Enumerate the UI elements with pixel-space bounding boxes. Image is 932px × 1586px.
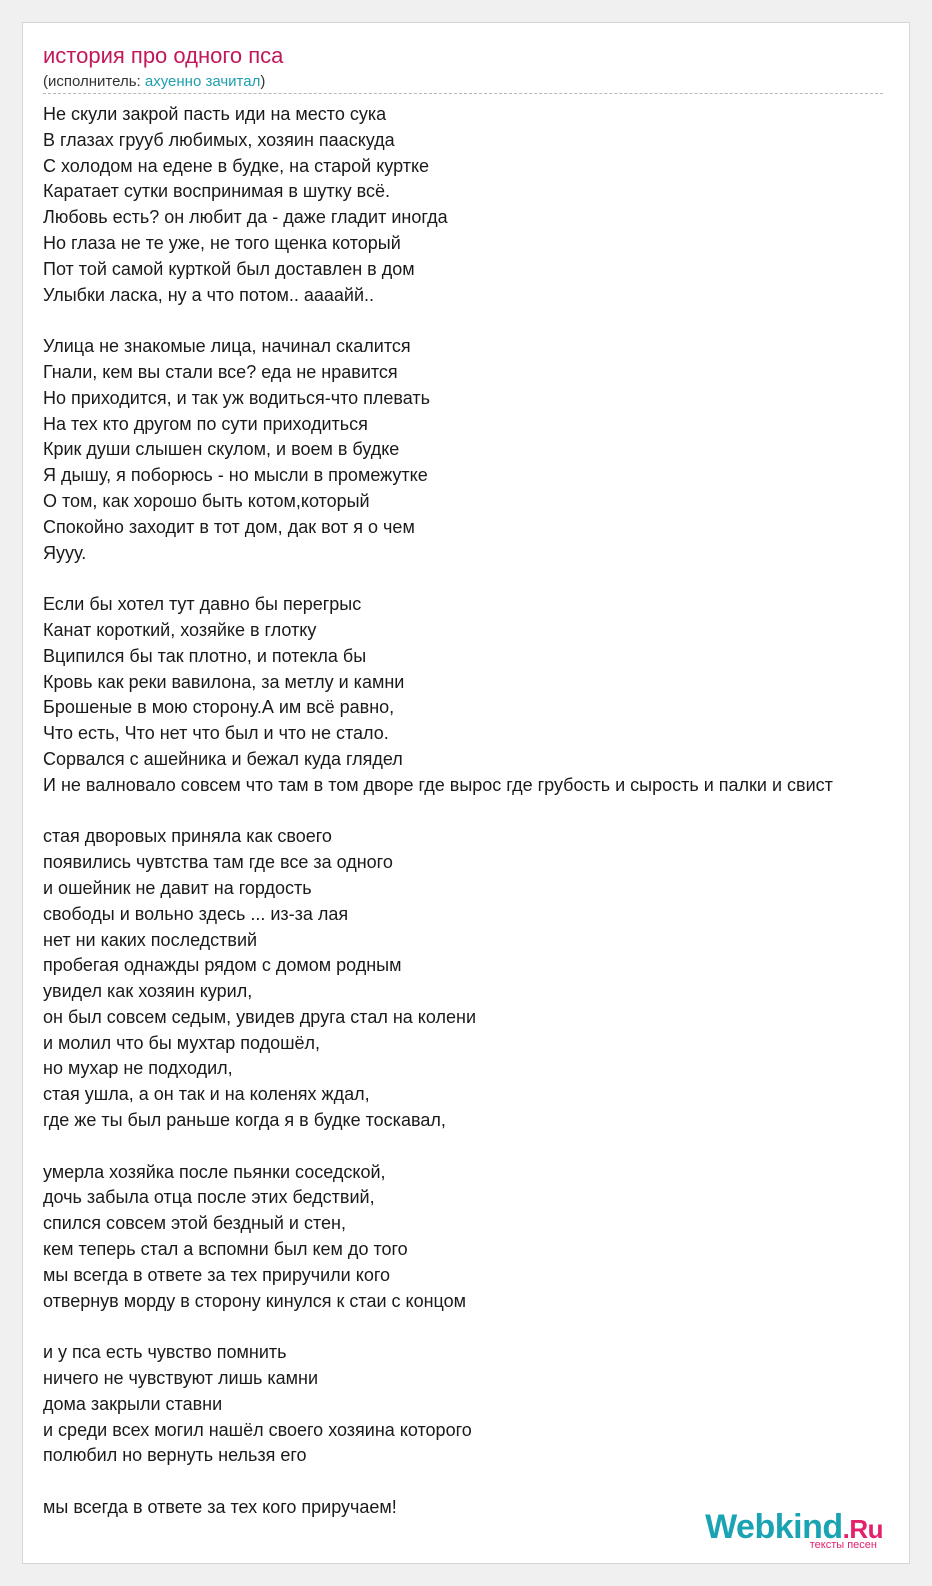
lyric-line: он был совсем седым, увидев друга стал на колени [43, 1006, 476, 1027]
artist-prefix: (исполнитель: [43, 73, 145, 90]
lyric-line: И не валновало совсем что там в том дворе где вырос где грубость и сырость и палки и свист [43, 774, 833, 795]
lyric-line: нет ни каких последствий [43, 929, 258, 950]
lyric-line: Улица не знакомые лица, начинал скалится [43, 336, 411, 357]
lyric-line: Спокойно заходит в тот дом, дак вот я о чем [43, 516, 415, 537]
lyric-line: Крик души слышен скулом, и воем в будке [43, 439, 400, 460]
lyric-line: Яууу. [43, 542, 87, 563]
lyric-line: Кровь как реки вавилона, за метлу и камни [43, 671, 405, 692]
lyric-line: Канат короткий, хозяйке в глотку [43, 619, 317, 640]
lyric-line: умерла хозяйка после пьянки соседской, [43, 1161, 386, 1182]
site-logo[interactable] [705, 1509, 883, 1551]
stanza-break [43, 1134, 833, 1160]
lyric-line: Но глаза не те уже, не того щенка который [43, 232, 401, 253]
lyric-line: Что есть, Что нет что был и что не стало. [43, 723, 389, 744]
stanza-break [43, 308, 833, 334]
lyric-line: Гнали, кем вы стали все? еда не нравится [43, 361, 398, 382]
lyric-line: стая дворовых приняла как своего [43, 826, 332, 847]
brand-tld: .Ru [842, 1514, 883, 1544]
lyrics-page [22, 22, 910, 1564]
lyric-line: полюбил но вернуть нельзя его [43, 1445, 307, 1466]
lyric-line: появились чувтства там где все за одного [43, 852, 393, 873]
dashed-divider [43, 93, 883, 94]
lyric-line: Но приходится, и так уж водиться-что плевать [43, 387, 430, 408]
brand-name: Webkind [705, 1508, 843, 1546]
lyric-line: дочь забыла отца после этих бедствий, [43, 1187, 375, 1208]
lyric-line: спился совсем этой бездный и стен, [43, 1213, 346, 1234]
artist-link[interactable]: ахуенно зачитал [144, 73, 261, 90]
lyric-line: и молил что бы мухтар подошёл, [43, 1032, 321, 1053]
lyric-line: Улыбки ласка, ну а что потом.. аааайй.. [43, 284, 375, 305]
lyric-line: Брошеные в мою сторону.А им всё равно, [43, 697, 395, 718]
lyric-line: мы всегда в ответе за тех приручили кого [43, 1264, 391, 1285]
brand-tagline: тексты песен [809, 1539, 877, 1551]
stanza-break [43, 1469, 833, 1495]
lyric-line: пробегая однажды рядом с домом родным [43, 955, 402, 976]
lyric-line: Любовь есть? он любит да - даже гладит иногда [43, 207, 448, 228]
lyric-line: и у пса есть чувство помнить [43, 1342, 287, 1363]
lyric-line: С холодом на едене в будке, на старой куртке [43, 155, 430, 176]
lyric-line: мы всегда в ответе за тех кого приручаем! [43, 1497, 397, 1518]
stanza-break [43, 566, 833, 592]
lyric-line: Сорвался с ашейника и бежал куда глядел [43, 748, 403, 769]
lyric-line: отвернув морду в сторону кинулся к стаи с концом [43, 1290, 467, 1311]
lyric-line: дома закрыли ставни [43, 1393, 223, 1414]
lyric-line: Если бы хотел тут давно бы перегрыс [43, 594, 362, 615]
lyrics-body [43, 102, 833, 1521]
lyric-line: Каратает сутки воспринимая в шутку всё. [43, 181, 391, 202]
lyric-line: и среди всех могил нашёл своего хозяина которого [43, 1419, 472, 1440]
lyric-line: свободы и вольно здесь ... из-за лая [43, 903, 349, 924]
lyric-line: увидел как хозяин курил, [43, 981, 253, 1002]
lyric-line: В глазах грууб любимых, хозяин пааскуда [43, 129, 395, 150]
lyric-line: кем теперь стал а вспомни был кем до того [43, 1239, 408, 1260]
lyric-line: и ошейник не давит на гордость [43, 877, 312, 898]
lyric-line: Вципился бы так плотно, и потекла бы [43, 645, 367, 666]
lyric-line: О том, как хорошо быть котом,который [43, 490, 370, 511]
lyric-line: Пот той самой курткой был доставлен в дом [43, 258, 415, 279]
stanza-break [43, 799, 833, 825]
lyric-line: Я дышу, я поборюсь - но мысли в промежутке [43, 465, 428, 486]
song-title: история про одного пса [43, 43, 284, 68]
lyric-line: стая ушла, а он так и на коленях ждал, [43, 1084, 370, 1105]
lyric-line: На тех кто другом по сути приходиться [43, 413, 368, 434]
lyric-line: Не скули закрой пасть иди на место сука [43, 104, 387, 124]
lyric-line: где же ты был раньше когда я в будке тоскавал, [43, 1110, 446, 1131]
lyric-line: но мухар не подходил, [43, 1058, 233, 1079]
artist-suffix: ) [260, 73, 266, 90]
stanza-break [43, 1314, 833, 1340]
artist-line [43, 73, 265, 90]
lyric-line: ничего не чувствуют лишь камни [43, 1368, 319, 1389]
